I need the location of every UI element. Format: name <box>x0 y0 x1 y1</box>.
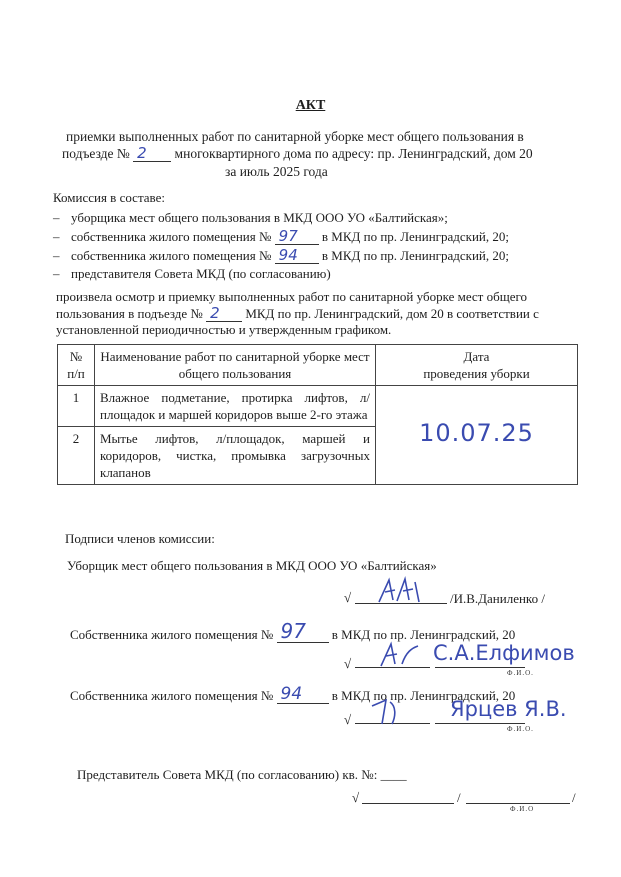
row-number: 2 <box>58 427 95 485</box>
inspection-line3: установленной периодичностью и утвержденным графиком. <box>56 322 392 337</box>
table-row <box>58 386 578 427</box>
commission-item-council <box>53 266 331 282</box>
rep-fio-caption: Ф.И.О <box>510 805 535 813</box>
owner1-check: √ <box>344 656 352 671</box>
cleaner-name: /И.В.Даниленко / <box>450 591 545 606</box>
act-title: АКТ <box>295 98 326 113</box>
commission-item-cleaner <box>53 210 448 226</box>
owner2-label <box>70 684 516 704</box>
act-subtitle-line2 <box>62 146 533 162</box>
row-date <box>376 386 578 485</box>
rep-check: √ <box>352 790 360 805</box>
apartment-number-field <box>275 246 319 264</box>
works-table <box>57 344 578 485</box>
owner1-name-handwritten: С.А.Елфимов <box>433 641 575 665</box>
owner1-label-text: Собственника жилого помещения № <box>70 627 274 642</box>
list-dash: – <box>53 248 60 263</box>
rep-fio-line <box>466 803 570 804</box>
commission-item-owner2 <box>53 248 509 264</box>
entrance-number-handwritten: 2 <box>137 144 147 162</box>
list-dash: – <box>53 210 60 225</box>
list-dash: – <box>53 266 60 281</box>
cleaner-label: Уборщик мест общего пользования в МКД ООО УО «Балтийская» <box>67 558 437 573</box>
entrance-number-field <box>206 304 242 322</box>
council-representative-label: Представитель Совета МКД (по согласованию) кв. №: ____ <box>77 767 407 782</box>
header-work: Наименование работ по санитарной уборке мест общего пользования <box>95 345 376 386</box>
header-date <box>376 345 578 386</box>
apartment-number-handwritten: 94 <box>278 246 298 264</box>
header-date-b: проведения уборки <box>423 366 530 381</box>
apartment-number-field <box>275 227 319 245</box>
owner2-address: в МКД по пр. Ленинградский, 20 <box>331 688 516 703</box>
cleaner-check: √ <box>344 590 352 605</box>
commission-item-owner1 <box>53 229 509 245</box>
subtitle-address: многоквартирного дома по адресу: пр. Ленинградский, дом 20 <box>174 146 533 161</box>
owner2-apartment-handwritten: 94 <box>280 684 303 704</box>
inspection-entrance-label: пользования в подъезде № <box>56 306 203 321</box>
owner1-fio-caption: Ф.И.О. <box>507 669 534 677</box>
owner1-fio-line <box>435 667 525 668</box>
list-dash: – <box>53 229 60 244</box>
row-work: Мытье лифтов, л/площадок, маршей и коридоров, чистка, промывка загрузочных клапанов <box>95 427 376 485</box>
header-number <box>58 345 95 386</box>
entrance-number-field <box>133 144 171 162</box>
rep-signature-line <box>362 803 454 804</box>
commission-item-address: в МКД по пр. Ленинградский, 20; <box>321 248 510 263</box>
inspection-address: МКД по пр. Ленинградский, дом 20 в соответствии с <box>245 306 539 321</box>
cleaner-signature <box>375 576 425 606</box>
act-period: за июль 2025 года <box>225 164 328 179</box>
inspection-line1: произвела осмотр и приемку выполненных работ по санитарной уборке мест общего <box>56 289 528 304</box>
entrance-number-handwritten: 2 <box>210 304 220 322</box>
commission-item-label: собственника жилого помещения № <box>71 229 272 244</box>
header-date-a: Дата <box>463 349 490 364</box>
owner1-apartment-handwritten: 97 <box>280 619 306 643</box>
owner2-apartment-field <box>277 684 329 704</box>
signatures-heading: Подписи членов комиссии: <box>65 531 215 546</box>
owner1-address: в МКД по пр. Ленинградский, 20 <box>331 627 516 642</box>
row-work: Влажное подметание, протирка лифтов, л/площадок и маршей коридоров выше 2-го этажа <box>95 386 376 427</box>
owner1-signature <box>378 640 422 670</box>
act-subtitle-line1: приемки выполненных работ по санитарной уборке мест общего пользования в <box>66 129 524 144</box>
commission-item-label: уборщика мест общего пользования в МКД ООО УО «Балтийская»; <box>71 210 448 225</box>
owner2-fio-line <box>435 723 525 724</box>
owner2-fio-caption: Ф.И.О. <box>507 725 534 733</box>
commission-item-address: в МКД по пр. Ленинградский, 20; <box>321 229 510 244</box>
commission-intro: Комиссия в составе: <box>53 190 165 205</box>
owner2-label-text: Собственника жилого помещения № <box>70 688 274 703</box>
rep-slash-2: / <box>572 790 576 805</box>
owner1-apartment-field <box>277 619 329 643</box>
owner2-check: √ <box>344 712 352 727</box>
header-number-a: № <box>69 349 83 364</box>
rep-slash-1: / <box>457 790 461 805</box>
header-number-b: п/п <box>67 366 85 381</box>
cleaning-date-handwritten: 10.07.25 <box>419 419 534 447</box>
row-number: 1 <box>58 386 95 427</box>
commission-item-label: представителя Совета МКД (по согласованию) <box>71 266 331 281</box>
inspection-line2 <box>56 306 539 322</box>
apartment-number-handwritten: 97 <box>278 227 298 245</box>
owner2-name-handwritten: Ярцев Я.В. <box>450 697 567 721</box>
table-header-row <box>58 345 578 386</box>
owner2-signature <box>366 696 416 728</box>
commission-item-label: собственника жилого помещения № <box>71 248 272 263</box>
subtitle-entrance-label: подъезде № <box>62 146 130 161</box>
